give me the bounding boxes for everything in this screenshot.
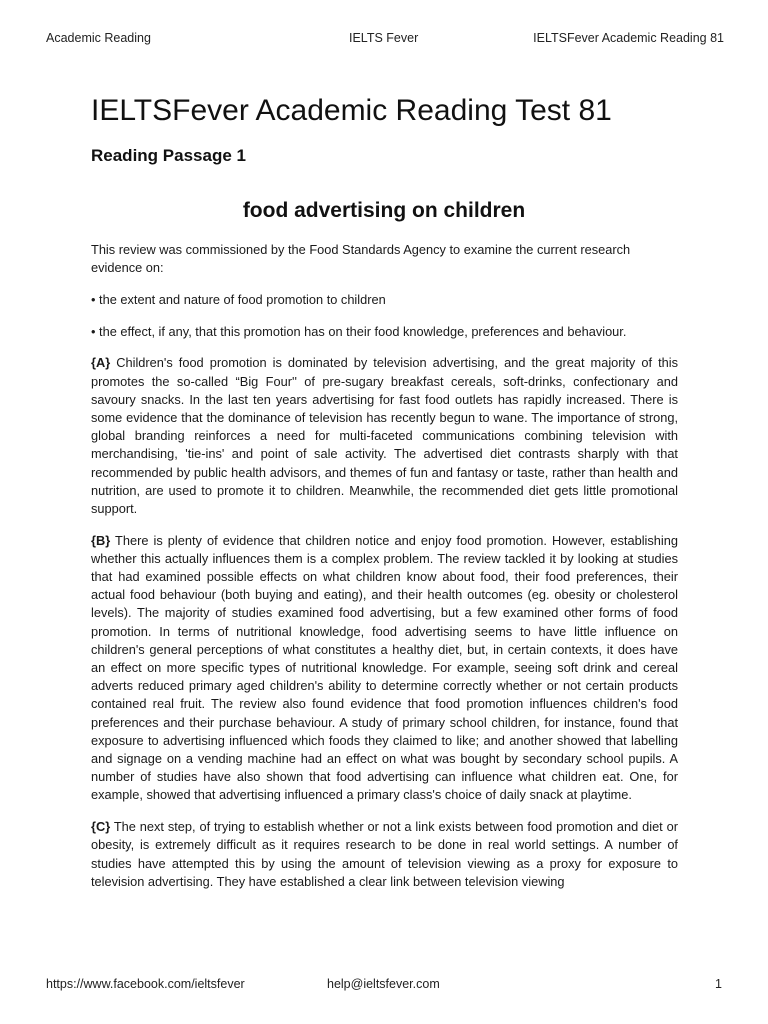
bullet-item: • the effect, if any, that this promotion has on their food knowledge, preferences and behaviour.: [91, 323, 627, 339]
intro-paragraph: This review was commissioned by the Food Standards Agency to examine the current research evidence on:: [91, 242, 631, 276]
footer-email-link[interactable]: help@ieltsfever.com: [327, 977, 440, 991]
header-left-text: Academic Reading: [46, 31, 151, 45]
paragraph-text: The next step, of trying to establish whether or not a link exists between food promotion and diet or obesity, is extremely difficult as it requires research to be done in real world settings. A number of studies have attempted this by using the amount of television viewing as a proxy for exposure to television advertising. They have established a clear link between television viewing: [91, 819, 678, 889]
article-body: [91, 241, 678, 905]
paragraph-text: There is plenty of evidence that children notice and enjoy food promotion. However, establishing whether this actually influences them is a complex problem. The review tackled it by looking at studies that had examined possible effects on what children know about food, their food preferences, their actual food behaviour (both buying and eating), and their health outcomes (eg. obesity or cholesterol levels). The majority of studies examined food advertising, but a few examined other forms of food promotion. In terms of nutritional knowledge, food advertising seems to have little influence on children's general perceptions of what constitutes a healthy diet, but, in certain contexts, it does have an effect on more specific types of nutritional knowledge. For example, seeing soft drink and cereal adverts reduced primary aged children's ability to determine correctly whether or not certain products contained real fruit. The review also found evidence that food promotion influences children's food preferences and their purchase behaviour. A study of primary school children, for instance, found that exposure to advertising influenced which foods they claimed to like; and another showed that labelling and signage on a vending machine had an effect on what was bought by secondary school pupils. A number of studies have also shown that food advertising can influence what children eat. One, for example, showed that advertising influenced a primary class's choice of daily snack at playtime.: [91, 532, 678, 803]
paragraph-letter: {C}: [91, 819, 111, 835]
header-right-text: IELTSFever Academic Reading 81: [533, 31, 724, 45]
page-footer: [46, 977, 724, 995]
paragraph-letter: {A}: [91, 355, 111, 371]
page-number: 1: [715, 977, 722, 991]
paragraph-letter: {B}: [91, 532, 111, 548]
footer-facebook-link[interactable]: https://www.facebook.com/ieltsfever: [46, 977, 245, 991]
article-title: food advertising on children: [242, 199, 526, 222]
page-header: [46, 31, 724, 49]
paragraph-a: [91, 354, 678, 518]
page-title: IELTSFever Academic Reading Test 81: [91, 94, 612, 127]
paragraph-b: [91, 532, 678, 805]
passage-label: Reading Passage 1: [91, 146, 246, 165]
header-center-text: IELTS Fever: [349, 31, 419, 45]
bullet-item: • the extent and nature of food promotion to children: [91, 291, 386, 307]
paragraph-c: [91, 818, 678, 891]
paragraph-text: Children's food promotion is dominated by television advertising, and the great majority of this promotes the so-called “Big Four'' of pre-sugary breakfast cereals, soft-drinks, confectionary and savoury snacks. In the last ten years advertising for fast food outlets has rapidly increased. There is some evidence that the dominance of television has recently begun to wane. The importance of strong, global branding reinforces a need for multi-faceted communications combining television with merchandising, 'tie-ins' and point of sale activity. The advertised diet contrasts sharply with that recommended by public health advisors, and themes of fun and fantasy or taste, rather than health and nutrition, are used to promote it to children. Meanwhile, the recommended diet gets little promotional support.: [91, 355, 678, 516]
